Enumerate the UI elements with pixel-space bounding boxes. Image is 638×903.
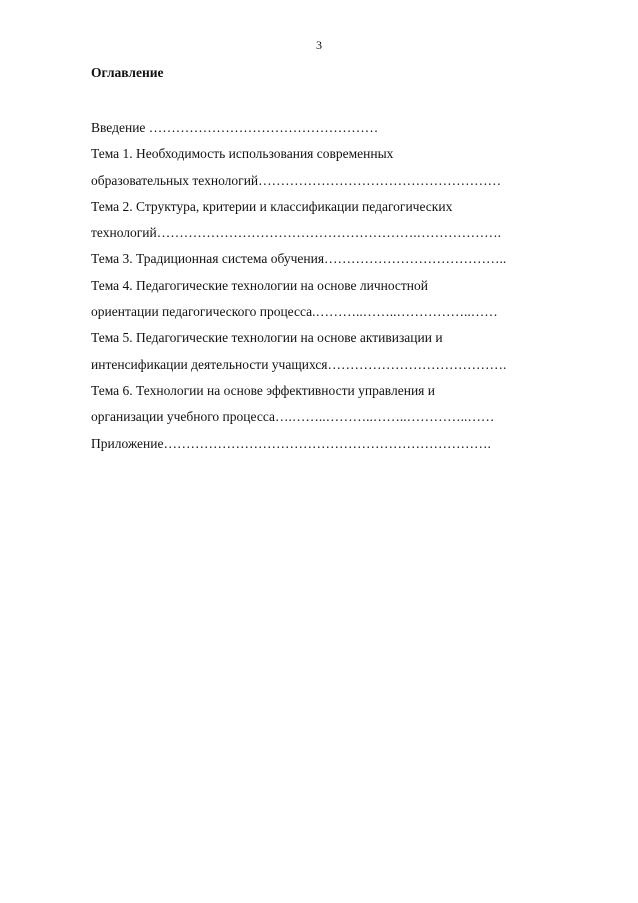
toc-entry-topic-1-line-1: Тема 1. Необходимость использования современных — [91, 146, 394, 162]
toc-entry-topic-2-line-1: Тема 2. Структура, критерии и классификации педагогических — [91, 198, 453, 214]
toc-entry-appendix: Приложение………………………………………………………………. — [91, 435, 491, 451]
page-number: 3 — [316, 38, 322, 52]
toc-entry-introduction: Введение …………………………………………… — [91, 120, 379, 135]
toc-entry-topic-4-line-2: ориентации педагогического процесса.………..……..……………..…… — [91, 304, 498, 320]
toc-entry-topic-3: Тема 3. Традиционная система обучения………………………………….. — [91, 251, 507, 267]
toc-entry-topic-1-line-2: образовательных технологий……………………………………………… — [91, 172, 502, 188]
toc-entry-topic-5-line-1: Тема 5. Педагогические технологии на основе активизации и — [91, 330, 443, 346]
toc-entry-topic-4-line-1: Тема 4. Педагогические технологии на основе личностной — [91, 277, 429, 293]
toc-title: Оглавление — [91, 65, 164, 80]
toc-entry-topic-2-line-2: технологий………………………………………………….………………. — [91, 225, 501, 241]
toc-list — [91, 115, 571, 457]
toc-entry-topic-5-line-2: интенсификации деятельности учащихся…………………………………. — [91, 356, 507, 372]
toc-entry-topic-6-line-1: Тема 6. Технологии на основе эффективности управления и — [91, 382, 435, 398]
toc-entry-topic-6-line-2: организации учебного процесса….……..………..……..…………..…… — [91, 409, 495, 425]
